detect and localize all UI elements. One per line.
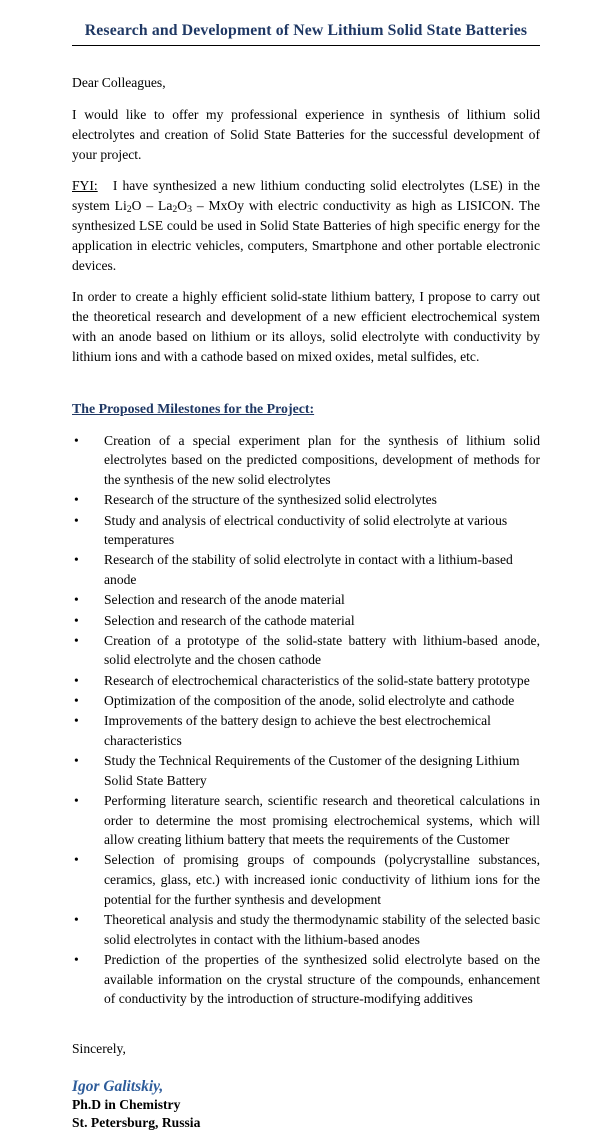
list-item xyxy=(72,691,540,711)
bullet-icon: • xyxy=(74,512,79,528)
list-item-label: Selection and research of the anode material xyxy=(104,592,345,608)
list-item xyxy=(72,671,540,691)
closing-line: Sincerely, xyxy=(72,1041,126,1057)
letter-body xyxy=(0,73,612,1132)
list-item xyxy=(72,631,540,670)
list-item-label: Research of the structure of the synthesized solid electrolytes xyxy=(104,492,437,508)
list-item-label: Study the Technical Requirements of the Customer of the designing Lithium Solid State Battery xyxy=(104,752,520,788)
list-item-label: Performing literature search, scientific research and theoretical calculations in order to determine the most promising electrochemical systems, which will allow creating lithium battery that meets the requirements of the Customer xyxy=(104,792,540,848)
list-item-label: Creation of a special experiment plan for the synthesis of lithium solid electrolytes based on the predicted compositions, development of methods for the synthesis of the new solid electrolytes xyxy=(104,432,540,488)
list-item-label: Study and analysis of electrical conductivity of solid electrolyte at various temperatures xyxy=(104,512,508,548)
signature-name: Igor Galitskiy, xyxy=(72,1077,164,1095)
list-item xyxy=(72,711,540,750)
list-item xyxy=(72,611,540,631)
list-item-label: Optimization of the composition of the anode, solid electrolyte and cathode xyxy=(104,692,515,708)
bullet-icon: • xyxy=(74,612,79,628)
title-block xyxy=(0,0,612,46)
formula-subscript-1: 2 xyxy=(126,204,132,216)
list-item-label: Prediction of the properties of the synthesized solid electrolyte based on the available information on the crystal structure of the compounds, enhancement of conductivity by the introduction of structure-modifying additives xyxy=(104,951,540,1007)
list-item-label: Selection of promising groups of compounds (polycrystalline substances, ceramics, glass, etc.) with increased ionic conductivity of lithium ions for the potential for the further synthesis and development xyxy=(104,852,540,907)
list-item xyxy=(72,850,540,909)
list-item xyxy=(72,431,540,490)
bullet-icon: • xyxy=(74,672,79,688)
bullet-icon: • xyxy=(74,752,79,768)
fyi-text-part2: O – La xyxy=(131,197,173,213)
formula-subscript-3: 3 xyxy=(187,204,192,216)
bullet-icon: • xyxy=(74,592,79,608)
list-item-label: Research of the stability of solid electrolyte in contact with a lithium-based anode xyxy=(104,552,513,588)
list-item xyxy=(72,910,540,949)
list-item xyxy=(72,950,540,1009)
bullet-icon: • xyxy=(74,713,79,729)
salutation: Dear Colleagues, xyxy=(72,75,166,91)
page-title: Research and Development of New Lithium Solid State Batteries xyxy=(84,22,528,39)
fyi-text-part4: – MxOy with electric conductivity as high as LISICON. The synthesized LSE could be used in Solid State Batteries of high specific energy for the application in electric vehicles, computers, Smartphone and other portable electronic devices. xyxy=(72,197,540,273)
fyi-text-part3: O xyxy=(177,197,188,213)
milestones-heading-wrap xyxy=(72,379,540,431)
intro-paragraph: I would like to offer my professional experience in synthesis of lithium solid electrolytes and creation of Solid State Batteries for the successful development of your project. xyxy=(72,106,540,162)
list-item-label: Theoretical analysis and study the thermodynamic stability of the selected basic solid electrolytes in contact with the lithium-based anodes xyxy=(104,912,540,947)
list-item-label: Improvements of the battery design to achieve the best electrochemical characteristics xyxy=(104,713,491,748)
list-item-label: Research of electrochemical characteristics of the solid-state battery prototype xyxy=(104,672,530,688)
title-divider xyxy=(72,45,540,46)
fyi-text-part1: I have synthesized a new lithium conducting solid electrolytes (LSE) in the system Li xyxy=(72,177,540,213)
proposal-paragraph: In order to create a highly efficient solid-state lithium battery, I propose to carry out the theoretical research and development of a new efficient electrochemical system with an anode based on lithium or its alloys, solid electrolyte with conductivity by lithium ions and with a cathode based on mixed oxides, metal sulfides, etc. xyxy=(72,289,540,365)
bullet-icon: • xyxy=(74,792,79,808)
list-item-label: Creation of a prototype of the solid-state battery with lithium-based anode, solid electrolyte and the chosen cathode xyxy=(104,632,540,668)
bullet-icon: • xyxy=(74,432,79,448)
signature-credential: Ph.D in Chemistry xyxy=(72,1097,181,1113)
bullet-icon: • xyxy=(74,692,79,708)
bullet-icon: • xyxy=(74,552,79,568)
list-item xyxy=(72,751,540,790)
milestones-heading: The Proposed Milestones for the Project: xyxy=(72,400,315,416)
list-item xyxy=(72,490,540,510)
signature-block xyxy=(72,1078,540,1132)
bullet-icon: • xyxy=(74,852,79,868)
list-item xyxy=(72,791,540,850)
milestones-list xyxy=(72,431,540,1009)
fyi-label: FYI: xyxy=(72,177,98,193)
bullet-icon: • xyxy=(74,912,79,928)
bullet-icon: • xyxy=(74,492,79,508)
list-item xyxy=(72,590,540,610)
list-item xyxy=(72,511,540,550)
signature-location: St. Petersburg, Russia xyxy=(72,1115,201,1131)
bullet-icon: • xyxy=(74,632,79,648)
bullet-icon: • xyxy=(74,951,79,967)
list-item xyxy=(72,550,540,589)
list-item-label: Selection and research of the cathode material xyxy=(104,612,355,628)
formula-subscript-2: 2 xyxy=(172,204,178,216)
fyi-paragraph xyxy=(72,176,540,276)
